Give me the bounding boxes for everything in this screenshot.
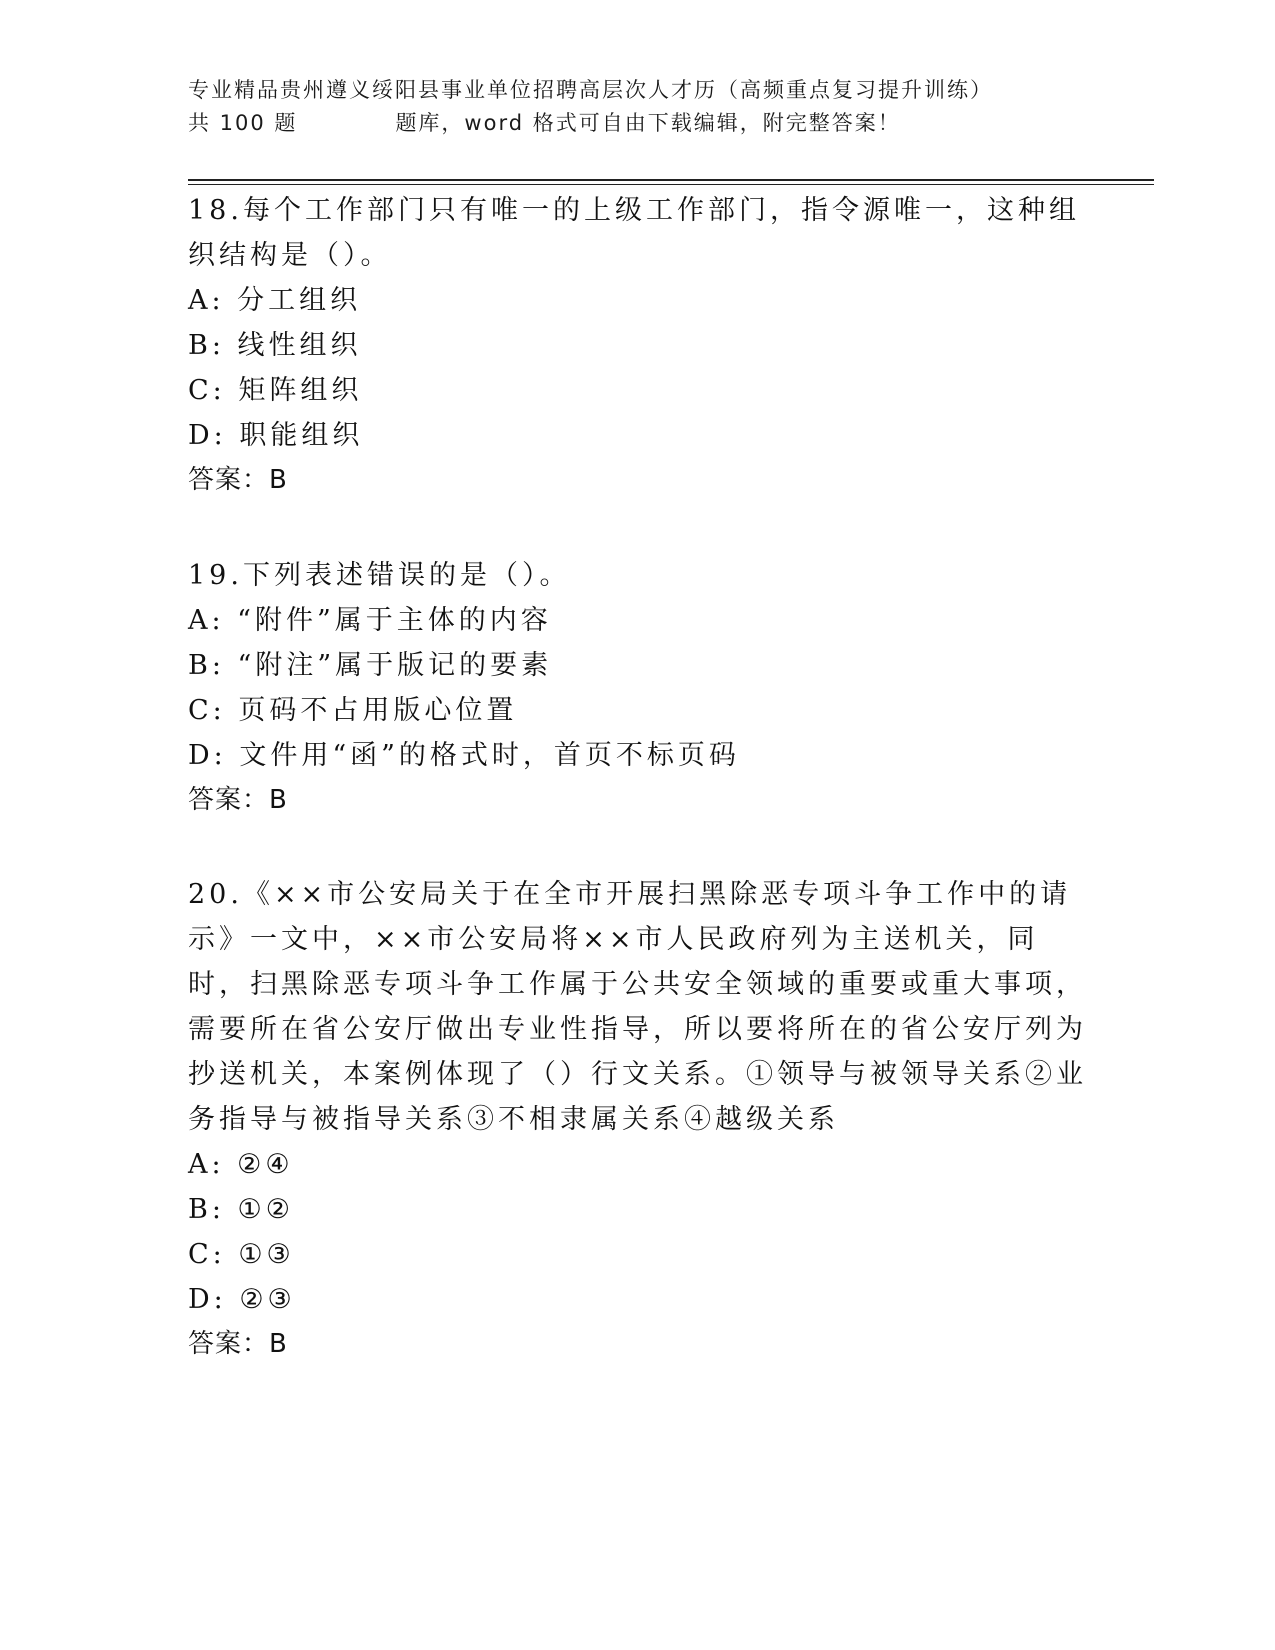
option-d: D: 职能组织: [188, 420, 364, 451]
download-note: 题库，word 格式可自由下载编辑，附完整答案！: [395, 111, 901, 135]
option-b: B: “附注”属于版记的要素: [188, 650, 553, 681]
option-d: D: 文件用“函”的格式时，首页不标页码: [188, 740, 740, 771]
answer: 答案：B: [188, 1329, 288, 1359]
option-c: C: ①③: [188, 1239, 295, 1270]
option-a: A: ②④: [188, 1149, 294, 1180]
question-18: [188, 188, 1088, 503]
question-text: 19.下列表述错误的是（）。: [188, 560, 571, 591]
option-a: A: 分工组织: [188, 285, 362, 316]
option-b: B: 线性组织: [188, 330, 362, 361]
question-text: 20.《××市公安局关于在全市开展扫黑除恶专项斗争工作中的请示》一文中，××市公安局将××市人民政府列为主送机关，同时，扫黑除恶专项斗争工作属于公共安全领域的重要或重大事项，需要所在省公安厅做出专业性指导，所以要将所在的省公安厅列为抄送机关，本案例体现了（）行文关系。①领导与被领导关系②业务指导与被指导关系③不相隶属关系④越级关系: [188, 879, 1087, 1135]
option-c: C: 页码不占用版心位置: [188, 695, 518, 726]
document-header: [188, 74, 1148, 140]
question-text: 18.每个工作部门只有唯一的上级工作部门，指令源唯一，这种组织结构是（）。: [188, 195, 1080, 271]
question-19: [188, 553, 1088, 823]
header-divider-thin: [188, 184, 1154, 185]
header-subtitle: [188, 107, 1148, 140]
option-c: C: 矩阵组织: [188, 375, 363, 406]
option-b: B: ①②: [188, 1194, 294, 1225]
answer: 答案：B: [188, 465, 288, 495]
option-a: A: “附件”属于主体的内容: [188, 605, 552, 636]
option-d: D: ②③: [188, 1284, 296, 1315]
header-divider-thick: [188, 179, 1154, 181]
question-20: [188, 872, 1088, 1367]
header-title: 专业精品贵州遵义绥阳县事业单位招聘高层次人才历（高频重点复习提升训练）: [188, 78, 993, 102]
question-count: 共 100 题: [188, 111, 298, 135]
answer: 答案：B: [188, 785, 288, 815]
